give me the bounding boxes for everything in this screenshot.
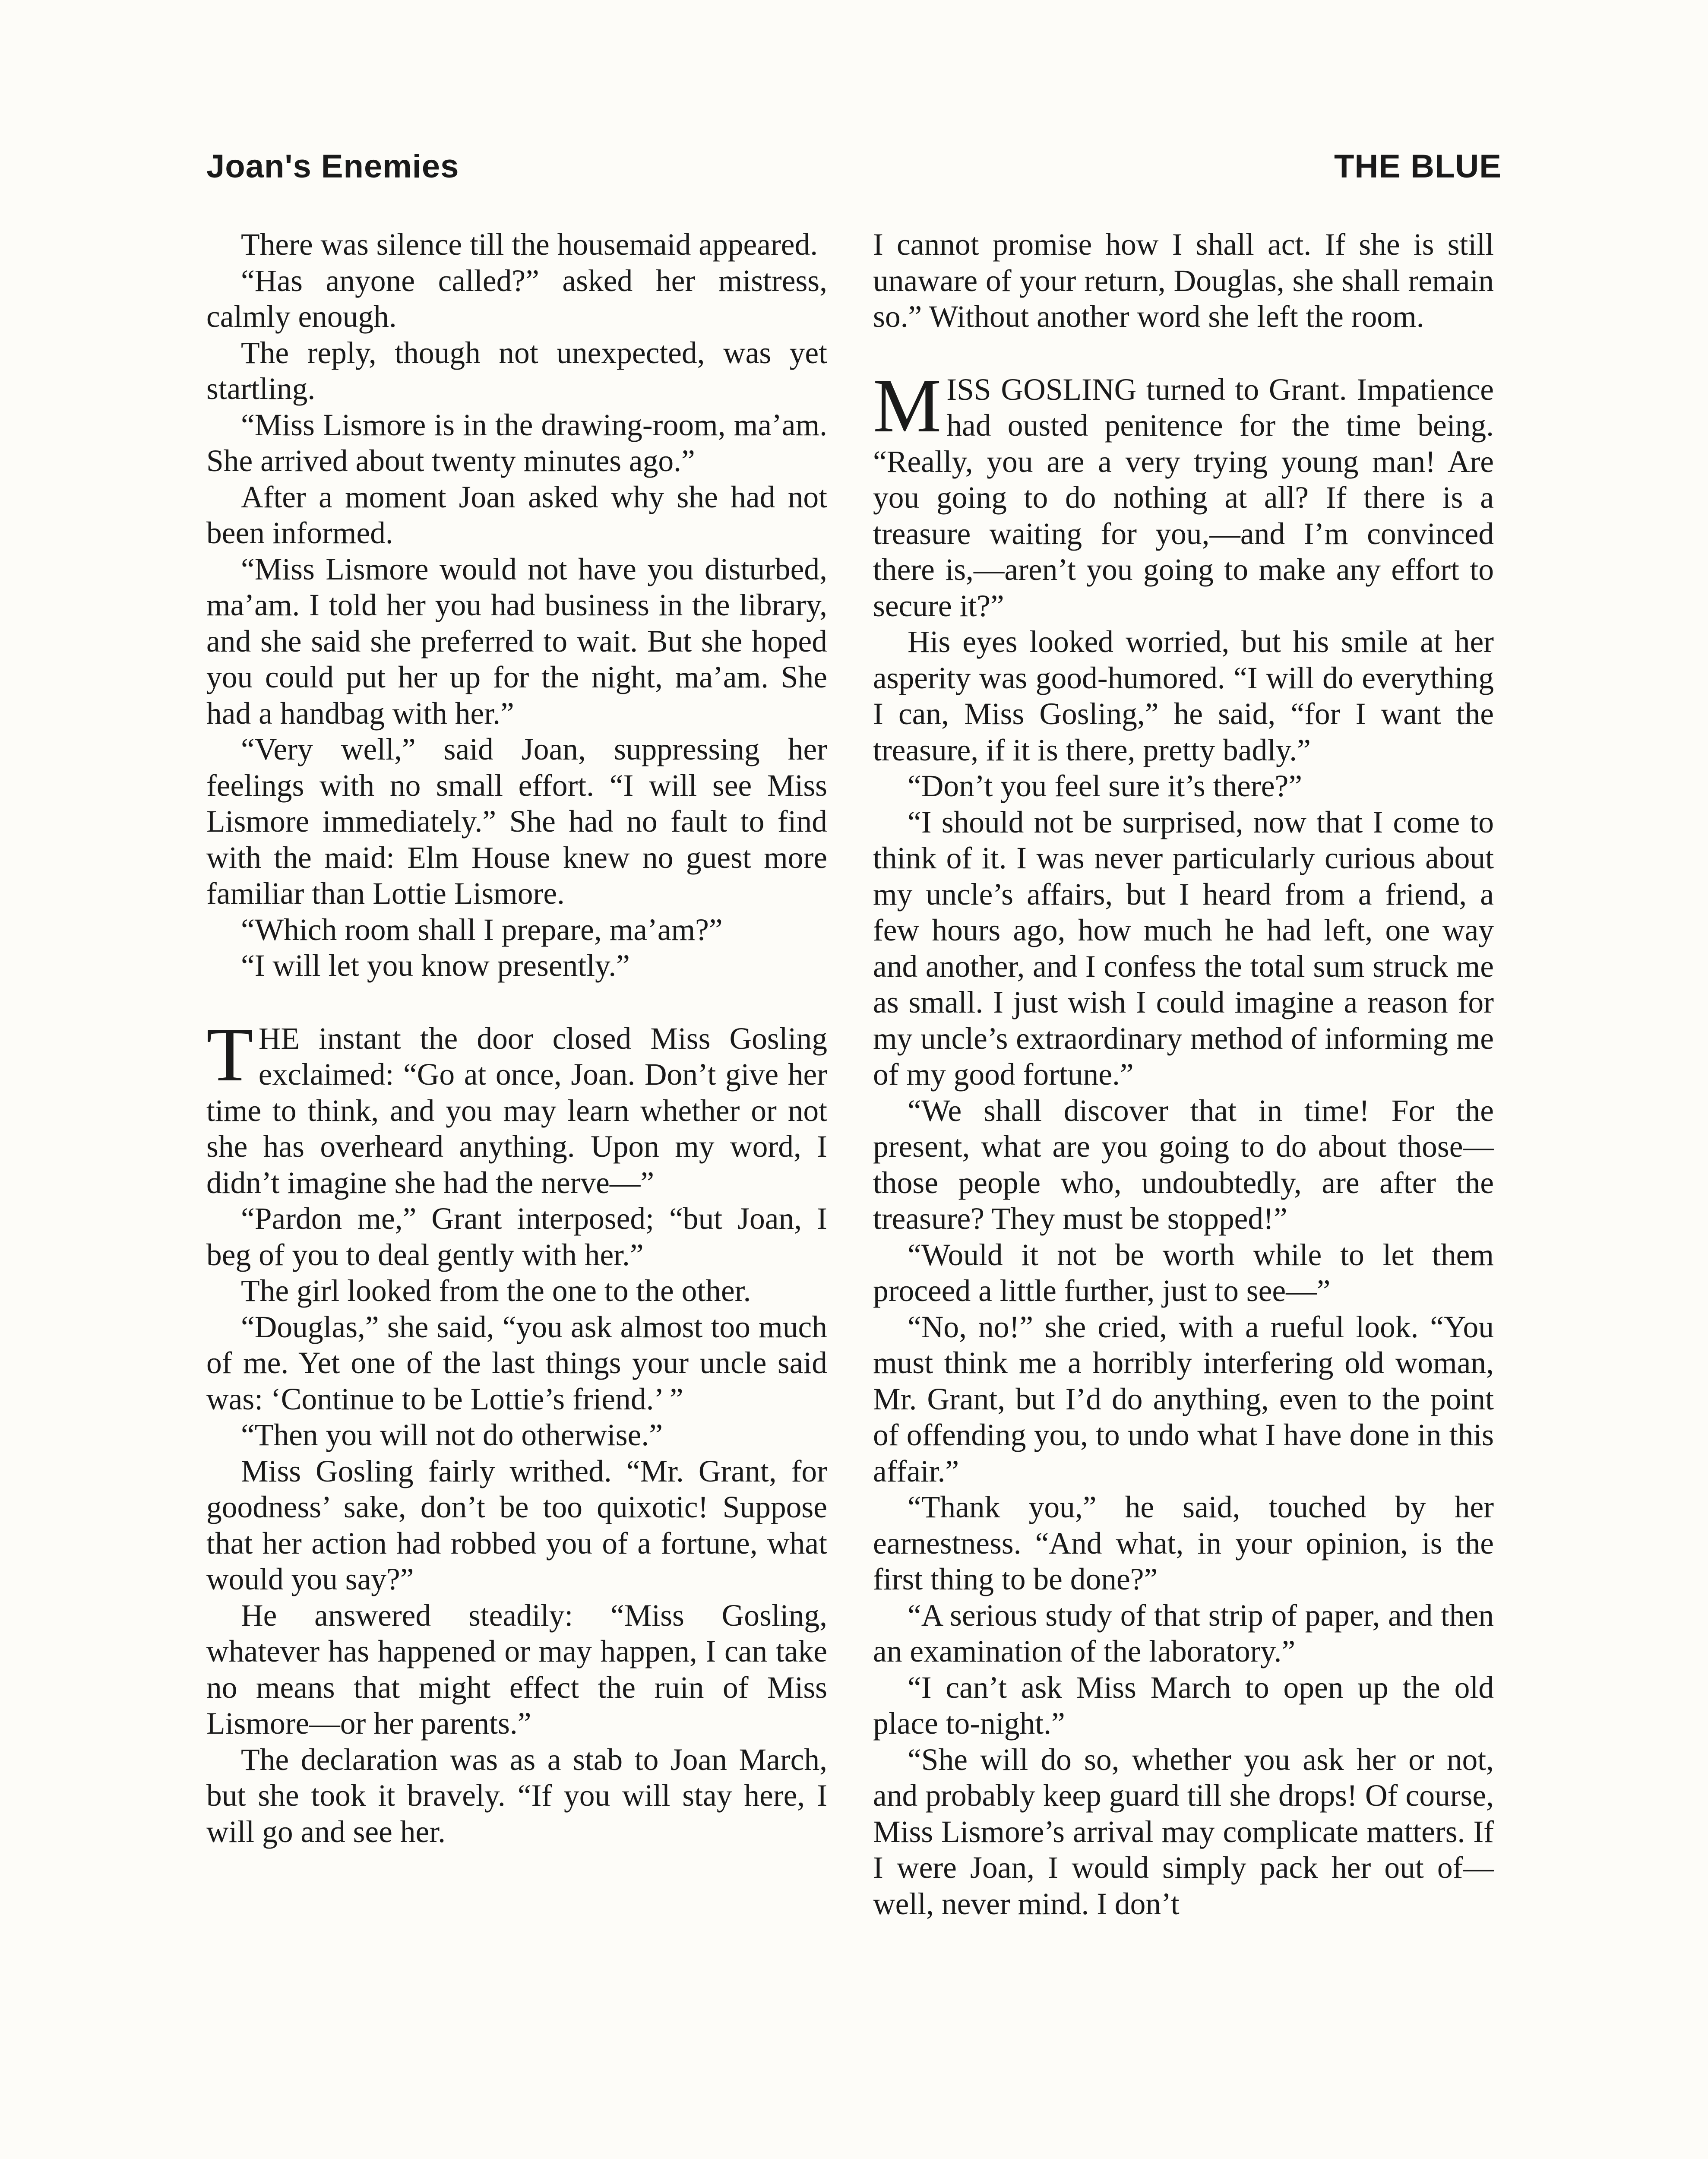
paragraph: “Would it not be worth while to let them proceed a little further, just to see—” — [873, 1238, 1494, 1308]
magazine-title: THE BLUE — [1334, 148, 1502, 185]
continued-paragraph: I cannot promise how I shall act. If she is still unaware of your return, Douglas, she shall remain so.” Without another word she left the room. — [873, 228, 1494, 334]
paragraph: “Very well,” said Joan, suppressing her feelings with no small effort. “I will see Miss Lismore immediately.” She had no fault to find with the maid: Elm House knew no guest more familiar than Lottie Lismore. — [206, 732, 827, 911]
paragraph: His eyes looked worried, but his smile at her asperity was good-humored. “I will do everything I can, Miss Gosling,” he said, “for I want the treasure, if it is there, pretty badly.” — [873, 625, 1494, 767]
paragraph: “Douglas,” she said, “you ask almost too much of me. Yet one of the last things your uncle said was: ‘Continue to be Lottie’s friend.’ ” — [206, 1310, 827, 1416]
paragraph: “Don’t you feel sure it’s there?” — [908, 769, 1302, 803]
paragraph: Miss Gosling fairly writhed. “Mr. Grant, for goodness’ sake, don’t be too quixotic! Suppose that her action had robbed you of a fortune, what would you say?” — [206, 1454, 827, 1596]
right-column — [873, 227, 1494, 1922]
section-opening-paragraph: MISS GOSLING turned to Grant. Impatience had ousted penitence for the time being. “Really, you are a very trying young man! Are you going to do nothing at all? If there is a treasure waiting for you,—and I’m convinced there is,—aren’t you going to make any effort to secure it?” — [873, 362, 1494, 623]
paragraph: After a moment Joan asked why she had not been informed. — [206, 480, 827, 550]
paragraph: “Which room shall I prepare, ma’am?” — [241, 912, 723, 947]
paragraph: “No, no!” she cried, with a rueful look. “You must think me a horribly interfering old woman, Mr. Grant, but I’d do anything, even to the point of offending you, to undo what I have done in this affair.” — [873, 1310, 1494, 1488]
paragraph: “Has anyone called?” asked her mistress, calmly enough. — [206, 263, 827, 334]
paragraph: The reply, though not unexpected, was yet startling. — [206, 336, 827, 406]
paragraph: “Miss Lismore is in the drawing-room, ma’am. She arrived about twenty minutes ago.” — [206, 408, 827, 478]
paragraph: There was silence till the housemaid appeared. — [241, 228, 818, 262]
paragraph: “I will let you know presently.” — [241, 949, 630, 983]
paragraph: “We shall discover that in time! For the present, what are you going to do about those—those people who, undoubtedly, are after the treasure? They must be stopped!” — [873, 1093, 1494, 1236]
paragraph: He answered steadily: “Miss Gosling, whatever has happened or may happen, I can take no means that might effect the ruin of Miss Lismore—or her parents.” — [206, 1598, 827, 1741]
paragraph: “She will do so, whether you ask her or not, and probably keep guard till she drops! Of course, Miss Lismore’s arrival may complicate matters. If I were Joan, I would simply pack her out of—well, never mind. I don’t — [873, 1742, 1494, 1921]
paragraph: “I can’t ask Miss March to open up the old place to-night.” — [873, 1670, 1494, 1741]
story-title: Joan's Enemies — [206, 148, 459, 185]
paragraph: The declaration was as a stab to Joan March, but she took it bravely. “If you will stay here, I will go and see her. — [206, 1742, 827, 1849]
paragraph: “Then you will not do otherwise.” — [241, 1418, 663, 1452]
running-head — [206, 142, 1502, 190]
left-column — [206, 227, 827, 1850]
paragraph: The girl looked from the one to the other. — [241, 1274, 751, 1308]
paragraph: “A serious study of that strip of paper, and then an examination of the laboratory.” — [873, 1598, 1494, 1668]
paragraph: “Miss Lismore would not have you disturbed, ma’am. I told her you had business in the library, and she said she preferred to wait. But she hoped you could put her up for the night, ma’am. She had a handbag with her.” — [206, 552, 827, 731]
section-opening-paragraph: THE instant the door closed Miss Gosling exclaimed: “Go at once, Joan. Don’t give her time to think, and you may learn whether or not she has overheard anything. Upon my word, I didn’t imagine she had the nerve—” — [206, 1011, 827, 1200]
paragraph: “I should not be surprised, now that I come to think of it. I was never particularly curious about my uncle’s affairs, but I heard from a friend, a few hours ago, how much he had left, one way and another, and I confess the total sum struck me as small. I just wish I could imagine a reason for my uncle’s extraordinary method of informing me of my good fortune.” — [873, 805, 1494, 1092]
paragraph: “Pardon me,” Grant interposed; “but Joan, I beg of you to deal gently with her.” — [206, 1202, 827, 1272]
paragraph: “Thank you,” he said, touched by her earnestness. “And what, in your opinion, is the first thing to be done?” — [873, 1490, 1494, 1596]
